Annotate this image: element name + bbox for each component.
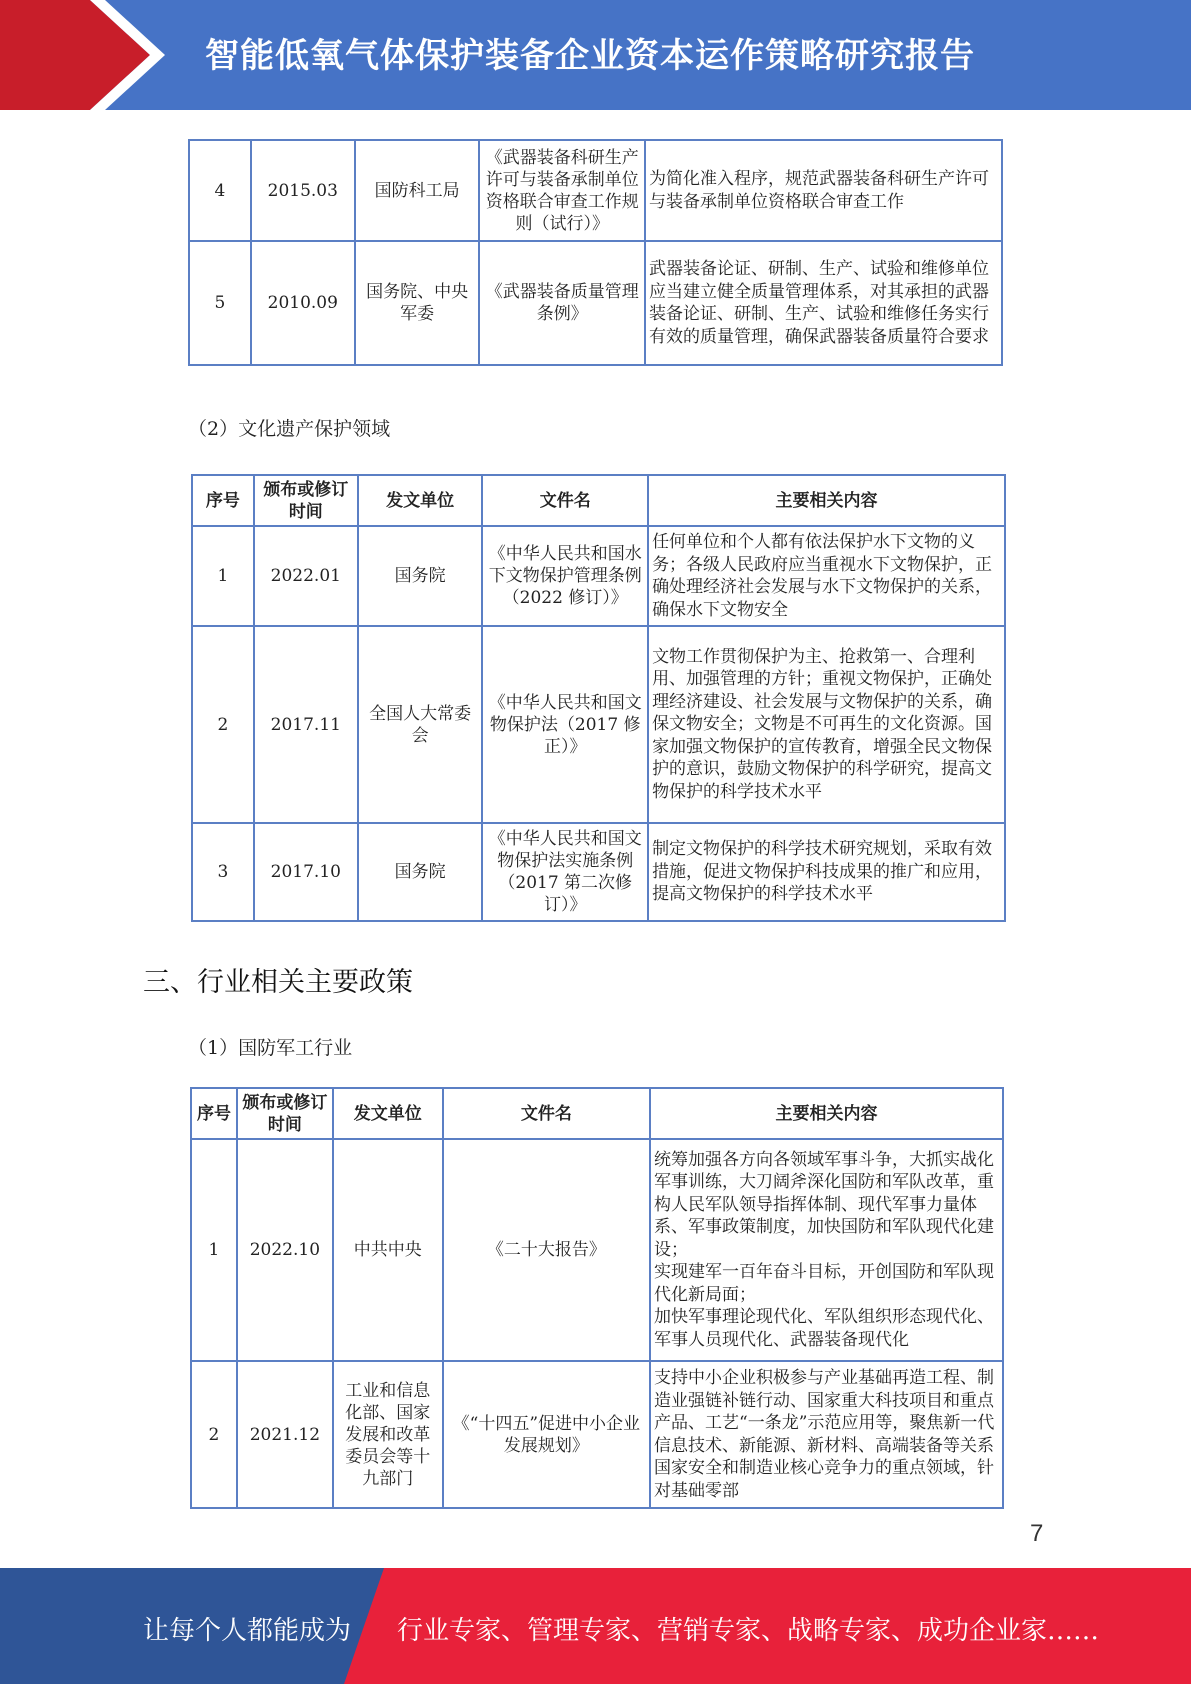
row-document: 《中华人民共和国文物保护法（2017 修正）》: [482, 626, 648, 823]
col-header-content: 主要相关内容: [650, 1088, 1003, 1139]
table-row: [192, 823, 1005, 921]
content-line: 统筹加强各方向各领域军事斗争，大抓实战化军事训练，大刀阔斧深化国防和军队改革，重构人民军队领导指挥体制、现代军事力量体系、军事政策制度，加快国防和军队现代化建设；: [654, 1149, 995, 1260]
table-heritage: [191, 474, 1006, 922]
col-header-document: 文件名: [482, 475, 648, 526]
row-document: 《武器装备质量管理条例》: [479, 241, 645, 365]
col-header-issuer: 发文单位: [358, 475, 483, 526]
col-header-date: 颁布或修订时间: [254, 475, 358, 526]
row-content: 武器装备论证、研制、生产、试验和维修单位应当建立健全质量管理体系，对其承担的武器装备论证、研制、生产、试验和维修任务实行有效的质量管理，确保武器装备质量符合要求: [645, 241, 1002, 365]
report-title: 智能低氧气体保护装备企业资本运作策略研究报告: [205, 36, 975, 76]
page-header: [0, 0, 1191, 110]
row-document: 《二十大报告》: [443, 1139, 650, 1361]
row-number: 4: [189, 140, 251, 241]
row-date: 2017.11: [254, 626, 358, 823]
row-document: 《“十四五”促进中小企业发展规划》: [443, 1361, 650, 1508]
row-content: 为简化准入程序，规范武器装备科研生产许可与装备承制单位资格联合审查工作: [645, 140, 1002, 241]
table-header-row: [191, 1088, 1003, 1139]
row-document: 《中华人民共和国水下文物保护管理条例（2022 修订）》: [482, 526, 648, 626]
row-date: 2021.12: [237, 1361, 333, 1508]
subsection-heritage-label: （2）文化遗产保护领域: [188, 418, 391, 440]
table-row: [189, 140, 1002, 241]
row-issuer: 国务院: [358, 823, 483, 921]
row-number: 2: [191, 1361, 237, 1508]
footer-slogan-right: 行业专家、管理专家、营销专家、战略专家、成功企业家……: [397, 1616, 1100, 1646]
table-row: [191, 1139, 1003, 1361]
row-number: 1: [191, 1139, 237, 1361]
table-military-continued: [188, 139, 1003, 366]
row-content: [650, 1139, 1003, 1361]
row-issuer: 国务院: [358, 526, 483, 626]
row-number: 2: [192, 626, 254, 823]
row-issuer: 全国人大常委会: [358, 626, 483, 823]
row-number: 1: [192, 526, 254, 626]
row-number: 5: [189, 241, 251, 365]
row-issuer: 中共中央: [333, 1139, 443, 1361]
section-heading: 三、行业相关主要政策: [143, 967, 413, 998]
row-date: 2017.10: [254, 823, 358, 921]
row-document: 《中华人民共和国文物保护法实施条例（2017 第二次修订）》: [482, 823, 648, 921]
table-row: [192, 526, 1005, 626]
row-date: 2022.01: [254, 526, 358, 626]
col-header-document: 文件名: [443, 1088, 650, 1139]
col-header-issuer: 发文单位: [333, 1088, 443, 1139]
table-defense: [190, 1087, 1004, 1509]
table-row: [191, 1361, 1003, 1508]
col-header-number: 序号: [192, 475, 254, 526]
col-header-content: 主要相关内容: [648, 475, 1005, 526]
row-content: 文物工作贯彻保护为主、抢救第一、合理利用、加强管理的方针；重视文物保护，正确处理经济建设、社会发展与文物保护的关系，确保文物安全；文物是不可再生的文化资源。国家加强文物保护的宣传教育，增强全民文物保护的意识，鼓励文物保护的科学研究，提高文物保护的科学技术水平: [648, 626, 1005, 823]
row-content: 支持中小企业积极参与产业基础再造工程、制造业强链补链行动、国家重大科技项目和重点产品、工艺“一条龙”示范应用等，聚焦新一代信息技术、新能源、新材料、高端装备等关系国家安全和制造业核心竞争力的重点领域，针对基础零部: [650, 1361, 1003, 1508]
subsection-defense-label: （1）国防军工行业: [188, 1037, 353, 1059]
row-number: 3: [192, 823, 254, 921]
row-content: 制定文物保护的科学技术研究规划，采取有效措施，促进文物保护科技成果的推广和应用，提高文物保护的科学技术水平: [648, 823, 1005, 921]
content-line: 加快军事理论现代化、军队组织形态现代化、军事人员现代化、武器装备现代化: [654, 1307, 995, 1350]
row-issuer: 国务院、中央军委: [355, 241, 480, 365]
content-line: 实现建军一百年奋斗目标，开创国防和军队现代化新局面；: [654, 1262, 995, 1305]
row-issuer: 工业和信息化部、国家发展和改革委员会等十九部门: [333, 1361, 443, 1508]
row-issuer: 国防科工局: [355, 140, 480, 241]
footer-slogan-left: 让每个人都能成为: [143, 1616, 352, 1646]
table-row: [189, 241, 1002, 365]
page-number: 7: [1030, 1520, 1044, 1547]
col-header-number: 序号: [191, 1088, 237, 1139]
row-date: 2015.03: [251, 140, 355, 241]
row-content: 任何单位和个人都有依法保护水下文物的义务；各级人民政府应当重视水下文物保护，正确处理经济社会发展与水下文物保护的关系，确保水下文物安全: [648, 526, 1005, 626]
table-row: [192, 626, 1005, 823]
table-header-row: [192, 475, 1005, 526]
col-header-date: 颁布或修订时间: [237, 1088, 333, 1139]
row-date: 2022.10: [237, 1139, 333, 1361]
row-date: 2010.09: [251, 241, 355, 365]
row-document: 《武器装备科研生产许可与装备承制单位资格联合审查工作规则（试行）》: [479, 140, 645, 241]
